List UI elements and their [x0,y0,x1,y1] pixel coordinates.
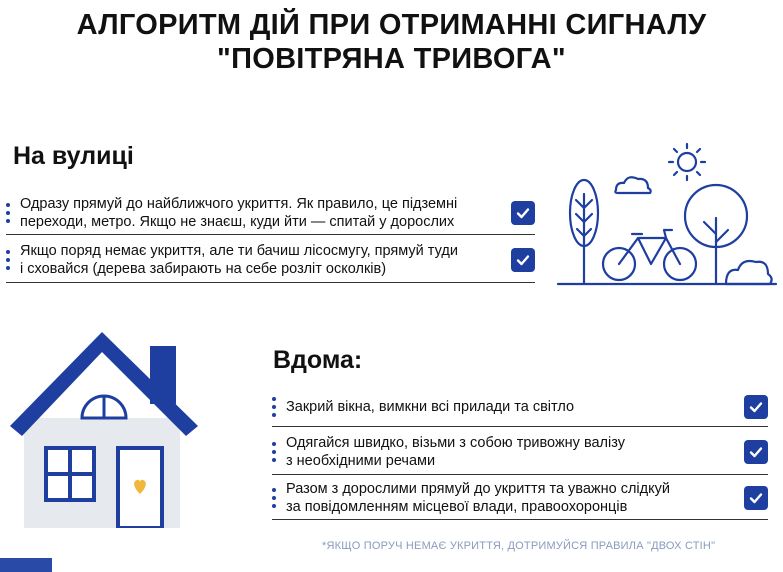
checkmark-icon [511,248,535,272]
item-text: Разом з дорослими прямуй до укриття та уважно слідкуй за повідомленням місцевої влади, правоохоронців [286,481,670,515]
checkmark-icon [744,486,768,510]
street-illustration [556,138,778,290]
checkmark-icon [511,201,535,225]
item-text: Одразу прямуй до найближчого укриття. Як правило, це підземні переходи, метро. Якщо не знаєш, куди йти — спитай у дорослих [20,196,458,230]
list-item [6,192,535,235]
item-text: Одягайся швидко, візьми з собою тривожну валізу з необхідними речами [286,435,625,469]
dots-icon [272,397,276,417]
list-item [272,388,768,427]
checkmark-icon [744,440,768,464]
house-illustration [10,330,202,528]
dots-icon [272,488,276,508]
dots-icon [6,250,10,270]
footnote: *ЯКЩО ПОРУЧ НЕМАЄ УКРИТТЯ, ДОТРИМУЙСЯ ПРАВИЛА "ДВОХ СТІН" [322,540,716,552]
list-item [272,430,768,475]
dots-icon [272,442,276,462]
corner-decoration [0,558,52,572]
title-line-2: "ПОВІТРЯНА ТРИВОГА" [217,43,566,75]
dots-icon [6,203,10,223]
home-heading: Вдома: [273,346,363,374]
street-heading: На вулиці [13,142,134,170]
checkmark-icon [744,395,768,419]
item-text: Якщо поряд немає укриття, але ти бачиш лісосмугу, прямуй туди і сховайся (дерева забирають на себе розліт осколків) [20,243,458,277]
list-item [6,238,535,283]
title-line-1: АЛГОРИТМ ДІЙ ПРИ ОТРИМАННІ СИГНАЛУ [76,9,707,41]
list-item [272,477,768,520]
item-text: Закрий вікна, вимкни всі прилади та світло [286,399,575,415]
page-title [0,8,783,76]
